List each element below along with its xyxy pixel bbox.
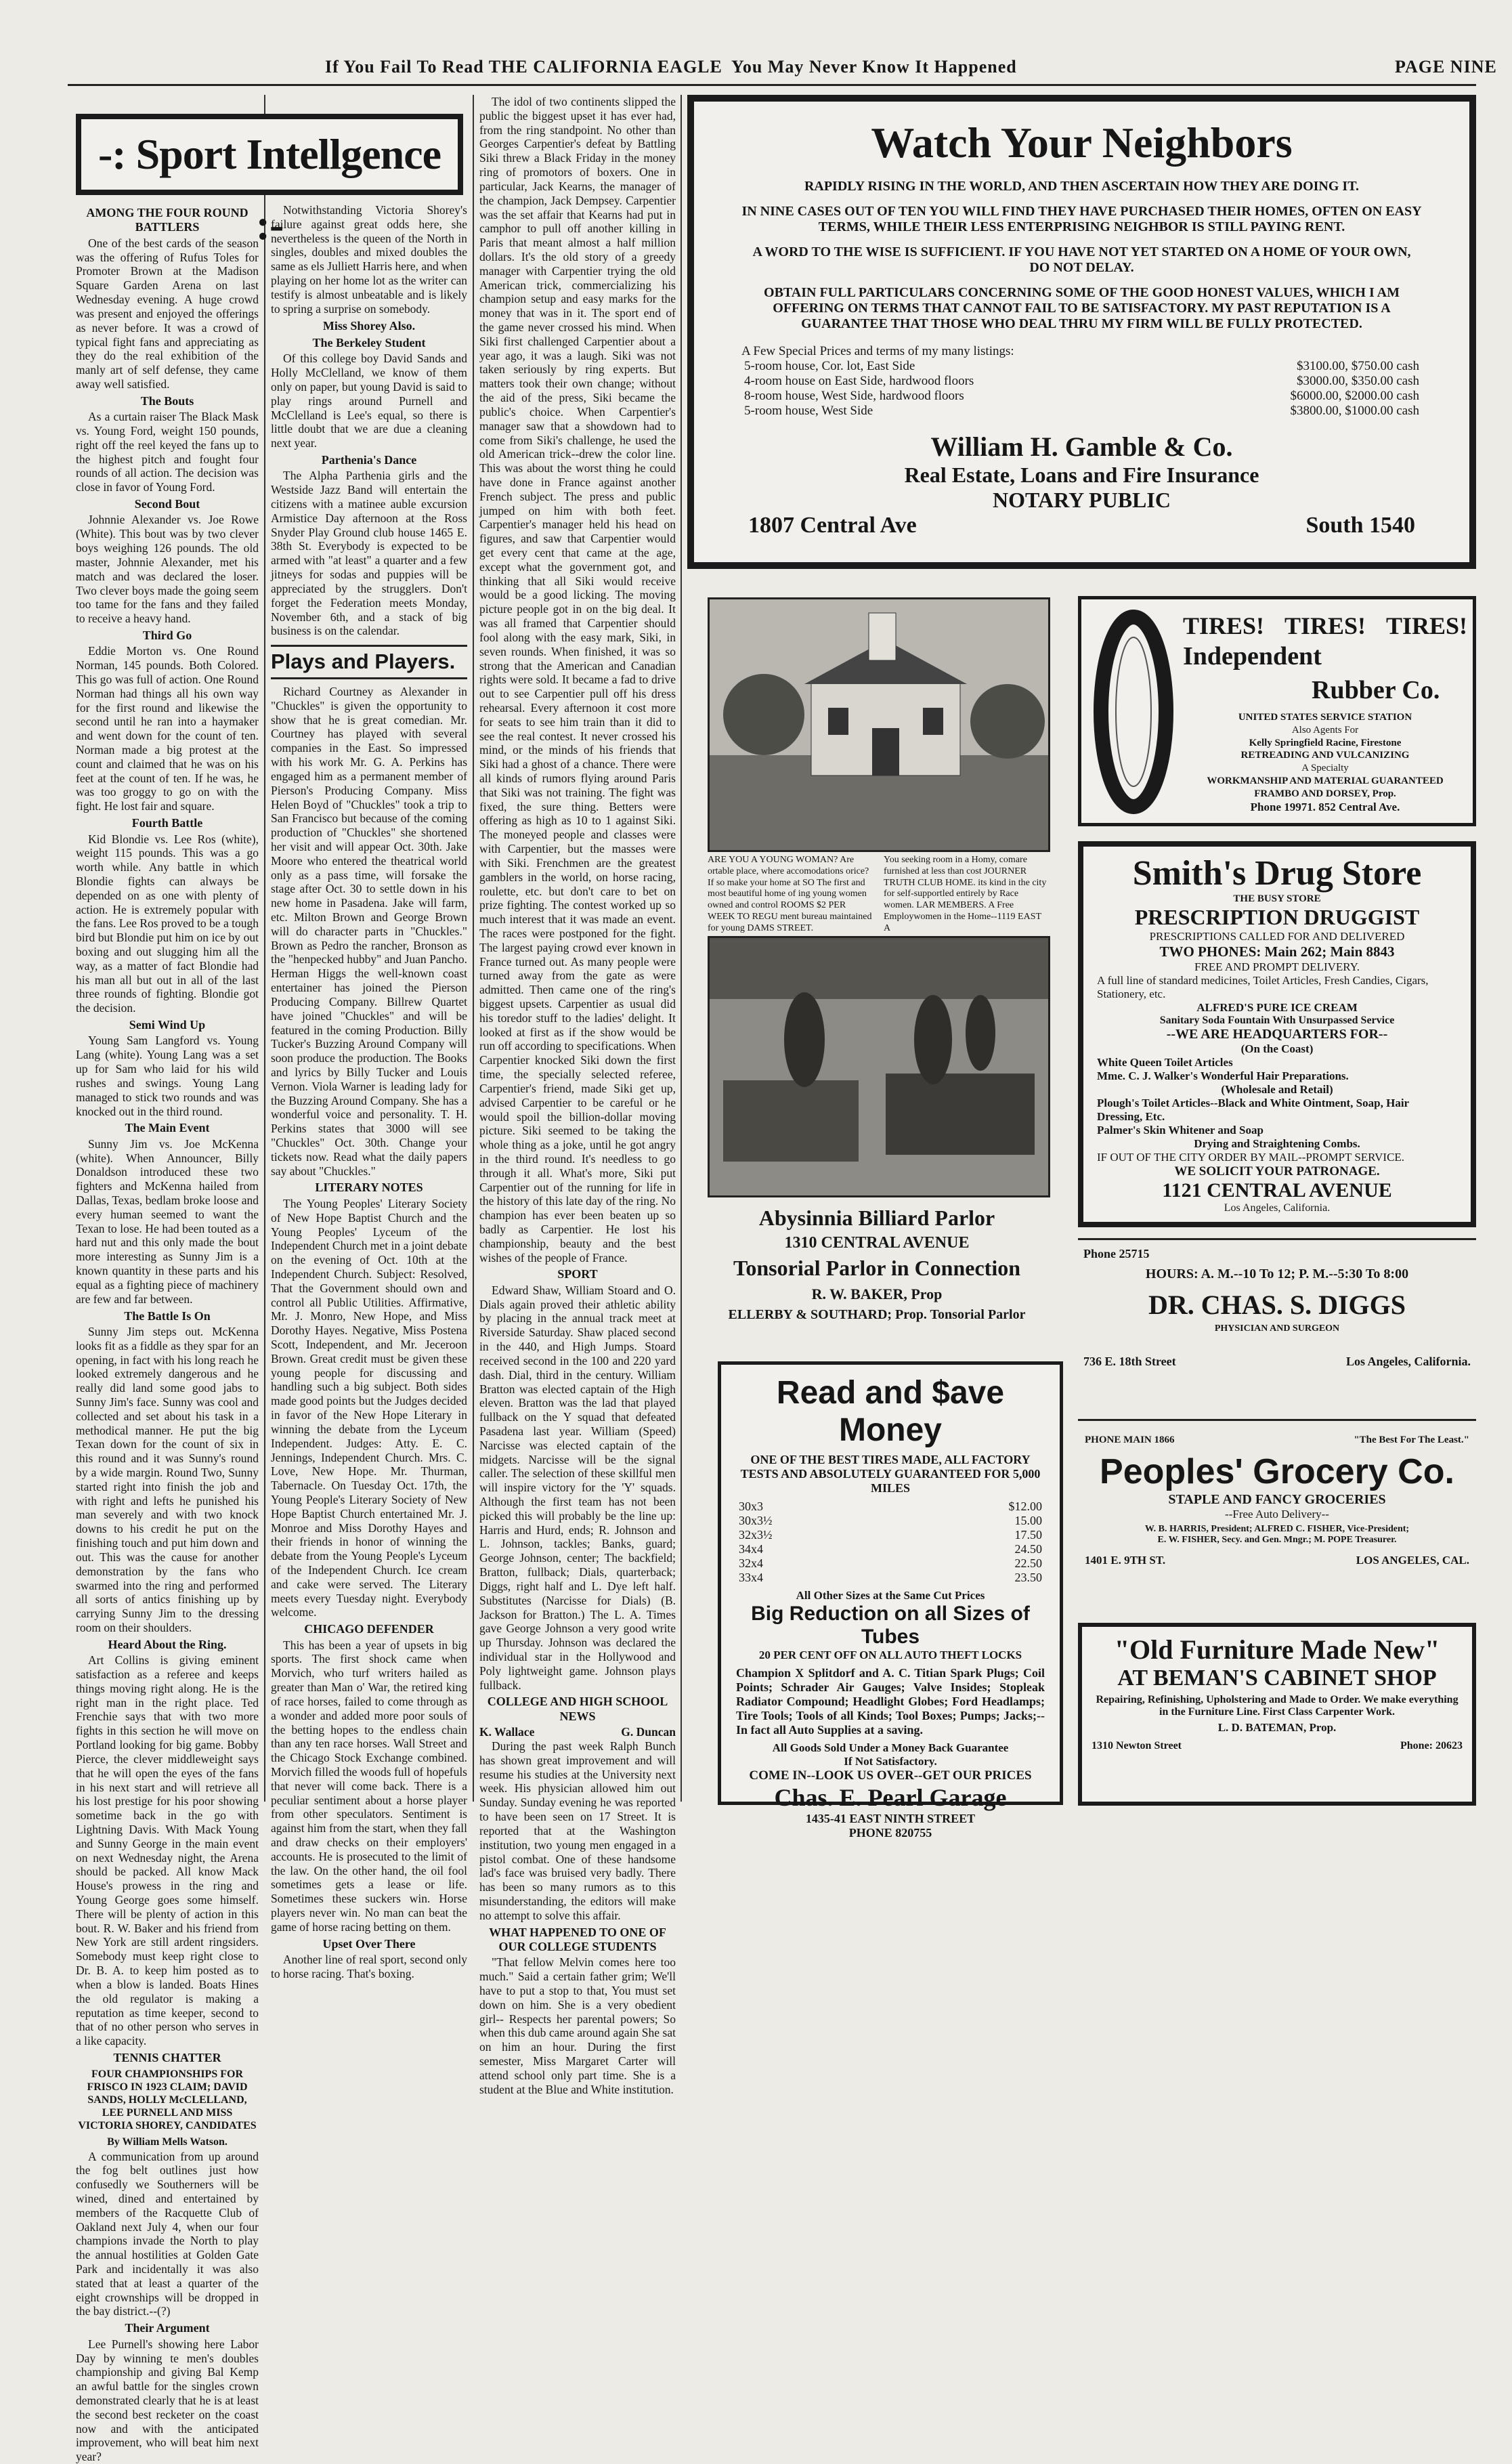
heading-bouts: The Bouts <box>140 394 194 408</box>
listing-price: $3100.00, $750.00 cash <box>1296 359 1419 373</box>
drug-address: 1121 CENTRAL AVENUE <box>1162 1179 1392 1202</box>
column-1 <box>76 203 259 2464</box>
gamble-phone: South 1540 <box>1305 513 1415 538</box>
article-text: Notwithstanding Victoria Shorey's failure against great odds here, she nevertheless is the queen of the North in singles, doubles and mixed doubles the same as els Julliett Harris here, and when playing on her home lot as the writer can testify is almost unbeatable and is likely to spring a surprise on somebody. <box>271 203 467 316</box>
tires-brands: Kelly Springfield Racine, Firestone <box>1249 737 1402 748</box>
drug-item: (Wholesale and Retail) <box>1221 1083 1333 1096</box>
diggs-hours: HOURS: A. M.--10 To 12; P. M.--5:30 To 8:00 <box>1145 1267 1409 1281</box>
drug-item: Plough's Toilet Articles--Black and White Ointment, Soap, Hair Dressing, Etc. <box>1097 1097 1409 1123</box>
tire-price-table <box>736 1500 1045 1585</box>
drug-item: IF OUT OF THE CITY ORDER BY MAIL--PROMPT SERVICE. <box>1097 1151 1405 1164</box>
heading-four-round: AMONG THE FOUR ROUND BATTLERS <box>86 206 249 234</box>
plays-title: Plays and Players. <box>271 645 467 679</box>
page-number: PAGE NINE <box>1395 57 1497 77</box>
grocery-ad <box>1078 1428 1476 1614</box>
tire-size: 33x4 <box>739 1571 763 1584</box>
listing-desc: 4-room house on East Side, hardwood floors <box>744 374 974 388</box>
furniture-shop: AT BEMAN'S CABINET SHOP <box>1117 1665 1437 1691</box>
grocery-staple: STAPLE AND FANCY GROCERIES <box>1168 1492 1386 1507</box>
grocery-officers: E. W. FISHER, Secy. and Gen. Mngr.; M. POPE Treasurer. <box>1157 1535 1397 1545</box>
garage-guarantee: All Goods Sold Under a Money Back Guarantee <box>772 1741 1009 1754</box>
grocery-officers: W. B. HARRIS, President; ALFRED C. FISHER, Vice-President; <box>1144 1524 1410 1534</box>
grocery-delivery: --Free Auto Delivery-- <box>1225 1508 1329 1521</box>
clubhouse-illustration <box>710 599 1048 850</box>
column-rule <box>264 95 265 1802</box>
furniture-ad <box>1078 1623 1476 1806</box>
tires-workmanship: WORKMANSHIP AND MATERIAL GUARANTEED <box>1207 775 1444 786</box>
listing-price: $3000.00, $350.00 cash <box>1296 374 1419 388</box>
garage-satisfactory: If Not Satisfactory. <box>844 1755 937 1768</box>
article-text: Of this college boy David Sands and Holly McClelland, we know of them only on paper, but young David is said to play rings around Purnell and McClelland is Lee's equal, so there is little doubt that we are due a cleaning next year. <box>271 352 467 450</box>
drug-line: A full line of standard medicines, Toilet Articles, Fresh Candies, Cigars, Stationery, etc. <box>1097 974 1429 1000</box>
heading-literary: LITERARY NOTES <box>315 1181 423 1195</box>
furniture-address: 1310 Newton Street <box>1092 1740 1182 1751</box>
column-rule <box>681 95 682 1802</box>
tires-ad <box>1078 596 1476 826</box>
running-header-left: If You Fail To Read THE CALIFORNIA EAGLE <box>325 57 722 77</box>
diggs-name: DR. CHAS. S. DIGGS <box>1148 1290 1406 1320</box>
billiard-photo <box>708 936 1050 1197</box>
tennis-byline: By William Mells Watson. <box>107 2136 228 2148</box>
garage-reduction: Big Reduction on all Sizes of Tubes <box>751 1602 1030 1648</box>
heading-second-bout: Second Bout <box>134 497 200 511</box>
billiard-tonsorial: Tonsorial Parlor in Connection <box>733 1256 1021 1280</box>
drug-hq: --WE ARE HEADQUARTERS FOR-- <box>1166 1027 1388 1042</box>
garage-headline: Read and $ave Money <box>776 1375 1005 1448</box>
heading-argument: Their Argument <box>125 2321 210 2335</box>
gamble-firm: William H. Gamble & Co. <box>930 431 1233 462</box>
gamble-para: IN NINE CASES OUT OF TEN YOU WILL FIND THEY HAVE PURCHASED THEIR HOMES, OFTEN ON EASY TERMS, WHILE THEIR LESS ENTERPRISING NEIGHBOR IS STILL PAYING RENT. <box>741 204 1422 234</box>
tires-word: TIRES! <box>1385 612 1467 639</box>
drug-city: Los Angeles, California. <box>1224 1202 1331 1214</box>
drug-soda: Sanitary Soda Fountain With Unsurpassed Service <box>1159 1015 1395 1026</box>
article-text: A communication from up around the fog belt outlines just how confusedly we Southerners will be wined, dined and entertained by members of the Racquette Club of Oakland next July 4, when our four champions invade the North to play the annual hostilities at Golden Gate Park and incidentally it was also stated that at least a quarter of the eight crownships will be dropped in the bay district.--(?) <box>76 2149 259 2318</box>
right-caption: You seeking room in a Homy, comare furnished at less than cost JOURNER TRUTH CLUB HOME. its kind in the city for self-supportled entirely by Race women. LAR MEMBERS. A Free Employwomen in the Home--1119 EAST A <box>884 855 1047 933</box>
tires-station: UNITED STATES SERVICE STATION <box>1238 712 1412 723</box>
grocery-phone: PHONE MAIN 1866 <box>1085 1435 1175 1445</box>
garage-name: Chas. E. Pearl Garage <box>774 1784 1007 1811</box>
article-text: Lee Purnell's showing here Labor Day by winning te men's doubles championship and giving Bal Kemp an awful battle for the singles crown demonstrated clearly that he is at least the second best recketer on the coast now and with the anticipated improvement, who will beat him next year? <box>76 2337 259 2464</box>
heading-third-go: Third Go <box>142 628 192 642</box>
article-text: One of the best cards of the season was the offering of Rufus Toles for Promoter Brown at the Madison Square Garden Arena on last Wednesday evening. A huge crowd was present and enjoyed the offerings as never before. It was a crowd of typical fight fans and appreciating as they do the real exhibition of the manly art of self defense, they came away well satisfied. <box>76 236 259 391</box>
gamble-ad <box>687 95 1476 569</box>
article-text: The idol of two continents slipped the public the biggest upset it has ever had, from the ring standpoint. No other than Georges Carpentier's defeat by Battling Siki threw a Black Friday in the money ring of promotors of boxers. One in particular, Jack Kearns, the manager of the champion, Jack Dempsey. Carpentier was the set affair that Kearns had put in camphor to pull off another killing in Paris that meant almost a half million dollars. It's the old story of a greedy manager with Carpentier trying the old American trick, commercializing his champion setup and easy marks for the money that was in it. The sport end of the game never crossed his mind. When Siki first challenged Carpentier about a year ago, it was a laugh. Siki was not taken seriously by ring experts. But matters took their own change; without the aid of the press, Siki became the public's choice. When Carpentier's manager saw that a showdown had to come from Siki's challenge, he used the old American trick--drew the color line. This was about the worst thing he could have done in France against another French subject. The press and public jumped on him with both feet. Carpentier's manager held his head on figures, and saw that Carpentier would get every cent that came at the age, except what the government got, and thinking that all Siki would receive would be a good licking. The moving picture people got in on the big deal. It was all framed that Carpentier should fool along with the easy mark, Siki, in seven rounds. When finished, it was so strong that the American and Canadian rights were sold. It became a fad to drive out to see Carpentier pull off his dress rehearsal. Every afternoon it cost more for seats to see him train than it did to see the real contest. It never crossed his mind, or the minds of his friends that Siki had a ghost of a chance. There were all kinds of rumors flying around Paris that Siki was not training. The fight was fixed, the sure thing. Betters were offering as high as 10 to 1 against Siki. The moneyed people and classes were with Carpentier, but the masses were with Siki. Frenchmen are the greatest gamblers in the world, on horse racing, roulette, etc. but don't care to bet on prize fighting. The contest worked up so much interest that it was made an event. The races were postponed for the fight. The largest paying crowd ever known in France turned out. As many people were turned away from the gate as were admitted. Then came one of the ring's biggest upsets. Carpentier as usual did his toredor stuff to the ladies' delight. It looked at first as if the show would be run off according to specifications. When Carpentier knocked Siki down the first time, the specially selected referee, Carpentier's friend, made Siki get up, advised Carpentier to be careful or he would spoil the billion-dollar moving picture. Siki seemed to be taking the whole thing as a joke, until he got angry in the third round. It's needless to go through it all. What's more, Siki put Carpentier out of the running for life in the history of this late day of the ring. No champion has ever been beaten up so badly as Carpentier. He lost his championship, beauty and the best wishes of the people of France. <box>479 95 676 1265</box>
heading-parthenia: Parthenia's Dance <box>321 453 417 467</box>
diggs-phone: Phone 25715 <box>1083 1247 1150 1260</box>
grocery-address: 1401 E. 9TH ST. <box>1085 1554 1166 1567</box>
drug-ad <box>1078 841 1476 1227</box>
heading-semi-wind-up: Semi Wind Up <box>129 1018 206 1032</box>
listing-desc: 5-room house, Cor. lot, East Side <box>744 359 915 373</box>
listing-row <box>741 404 1422 419</box>
heading-happened: WHAT HAPPENED TO ONE OF OUR COLLEGE STUDENTS <box>489 1925 666 1953</box>
grocery-name: Peoples' Grocery Co. <box>1100 1452 1454 1491</box>
grocery-slogan: "The Best For The Least." <box>1354 1435 1469 1445</box>
drug-item: White Queen Toilet Articles <box>1097 1056 1233 1069</box>
tire-row <box>736 1514 1045 1528</box>
diggs-city: Los Angeles, California. <box>1345 1355 1471 1368</box>
tire-size: 34x4 <box>739 1542 763 1556</box>
grocery-city: LOS ANGELES, CAL. <box>1356 1554 1469 1567</box>
article-text: As a curtain raiser The Black Mask vs. Young Ford, weight 150 pounds, right off the reel keyed the fans up to the highest pitch and fought four rounds of all action. The decision was close in favor of Young Ford. <box>76 410 259 494</box>
tires-props: FRAMBO AND DORSEY, Prop. <box>1254 788 1396 799</box>
listing-price: $3800.00, $1000.00 cash <box>1290 404 1419 418</box>
article-text: Sunny Jim vs. Joe McKenna (white). When Announcer, Billy Donaldson introduced these two fighters and McKenna hailed from Dallas, Texas, bedlam broke loose and every human seemed to want the Texan to lose. He had been touted as a hard nut and this only made the bout more interesting as Sunny Jim is a known quantity in these parts and his equal as a fighting piece of machinery are few and far between. <box>76 1137 259 1306</box>
article-text: Richard Courtney as Alexander in "Chuckles" is given the opportunity to show that he is great comedian. Mr. Courtney has played with several companies in the East. So impressed with his work Mr. G. A. Perkins has engaged him as a permanent member of Pierson's Producing Company. Miss Helen Boyd of "Chuckles" took a trip to San Francisco but because of the coming production of "Chuckles" she shortened her visit and will appear Oct. 30th. Jake Moore who entered the theatrical world only as a pass time, will forsake the stage after Oct. 30 to settle down in his new home in Pasadena. Jake will farm, etc. Milton Brown and George Brown will do character parts in "Chuckles." Brown as Pedro the rancher, Bronson as the "henpecked hubby" and Juan Pancho. Herman Higgs the well-known coast entertainer has joined the Pierson Producing Company. Billrew Quartet have joined "Chuckles" and will be featured in the coming Production. Billy Tucker's Buzzing Around Company will soon produce the production. The Books and lyrics by Billy Tucker and Louis Vernon. Viola Warner is leading lady for the Buzzing Around Company. She has a wonderful voice and personality. T. H. Perkins states that 3000 will see "Chuckles" Oct. 30th. Change your tickets now. Read what the daily papers say about "Chuckles." <box>271 685 467 1178</box>
garage-discount: 20 PER CENT OFF ON ALL AUTO THEFT LOCKS <box>758 1649 1022 1661</box>
diggs-ad <box>1078 1238 1476 1421</box>
college-byline-left: K. Wallace <box>479 1725 535 1739</box>
header-rule <box>68 84 1476 86</box>
gamble-para: OBTAIN FULL PARTICULARS CONCERNING SOME OF THE GOOD HONEST VALUES, WHICH I AM OFFERING ON TERMS THAT CANNOT FAIL TO BE SATISFACTORY. MY PAST REPUTATION IS A GUARANTEE THAT THOSE WHO DEAL THRU MY FIRM WILL BE FULLY PROTECTED. <box>764 285 1400 331</box>
garage-ad <box>718 1361 1063 1840</box>
billiard-name: Abysinnia Billiard Parlor <box>758 1206 995 1230</box>
listing-intro: A Few Special Prices and terms of my many listings: <box>741 344 1014 358</box>
article-text: Art Collins is giving eminent satisfaction as a referee and keeps things moving right along. He is the right man in the right place. Ted Frenchie says that with two more fights in this section he will move on Portland looking for big game. Bobby Pierce, the clever middleweight says that he will open the eyes of the fans in his next start and will retrieve all his lost prestige for his poor showing sometime back in the go with Lightning Davis. With Mack Young and Sunny George in the main event on next Wednesday night, the Arena should be packed. All know Mack House's prowess in the ring and Young George goes some himself. There will be plenty of action in this bout. R. W. Baker and his friend from New York are still ardent ringsiders. Somebody must keep right close to Dr. B. A. to keep him posted as to when a blow is landed. Boats Hines the old regulator is making a reputation as time keeper, second to that of no other person who serves in a like capacity. <box>76 1653 259 2048</box>
tire-price: 17.50 <box>1014 1528 1042 1542</box>
heading-battle-on: The Battle Is On <box>124 1309 211 1323</box>
listing-price: $6000.00, $2000.00 cash <box>1290 389 1419 403</box>
tire-row <box>736 1528 1045 1542</box>
tire-size: 30x3½ <box>739 1514 773 1527</box>
heading-defender: CHICAGO DEFENDER <box>304 1622 434 1636</box>
garage-come-in: COME IN--LOOK US OVER--GET OUR PRICES <box>749 1768 1032 1783</box>
listing-table <box>741 359 1422 419</box>
college-byline-right: G. Duncan <box>621 1725 676 1739</box>
article-text: Another line of real sport, second only to horse racing. That's boxing. <box>271 1953 467 1980</box>
drug-item: Palmer's Skin Whitener and Soap <box>1097 1124 1263 1137</box>
article-text: Edward Shaw, William Stoard and O. Dials again proved their athletic ability by placing in the annual track meet at Riverside Saturday. Shaw placed second in the 440, and High Jumps. Stoard received second in the 100 and 220 yard dash. Dial, third in the century. William Bratton was elected captain of the High eleven. Bratton was the lad that played fullback on the Y squad that defeated Pasadena last year. William (Speed) Narcisse was elected captain of the midgets. Narcisse will be the signal caller. The selection of these skillful men will inspire victory for the 'Y' squads. Although the first team has not been picked this will probably be the line up: Harris and Hurd, ends; R. Johnson and L. Johnson, tackles; Banks, guard; George Johnson, center; The backfield; Bratton, fullback; Dials, quarterback; Diggs, right half and L. Dye left half. Substitutes (Narcisse for Dials) (B. Jackson for Bratton.) The L. A. Times gave George Johnson a very good write up Thursday. Johnson was declared the individual star in the Hollywood and Poly lightweight game. Johnson plays fullback. <box>479 1283 676 1692</box>
article-text: Young Sam Langford vs. Young Lang (white). Young Lang was a set up for Sam who laid for his wild rushes and swings. Young Lang managed to stick two rounds and was knocked out in the third round. <box>76 1034 259 1118</box>
running-header-right: You May Never Know It Happened <box>731 57 1017 77</box>
drug-solicit: WE SOLICIT YOUR PATRONAGE. <box>1174 1164 1380 1178</box>
listing-row <box>741 389 1422 404</box>
tire-size: 32x3½ <box>739 1528 773 1542</box>
listing-row <box>741 359 1422 374</box>
tire-size: 32x4 <box>739 1556 763 1570</box>
furniture-prop: L. D. BATEMAN, Prop. <box>1217 1721 1337 1734</box>
billiard-illustration <box>710 938 1048 1195</box>
left-caption: ARE YOU A YOUNG WOMAN? Are ortable place, where accomodations orice? If so make your home at SO The first and most beautiful home of ing young women owned and control ROOMS $2 PER WEEK TO REGU ment bureau maintained for young DAMS STREET. <box>708 855 872 933</box>
drug-item: Drying and Straightening Combs. <box>1194 1137 1360 1150</box>
furniture-headline: "Old Furniture Made New" <box>1114 1634 1440 1665</box>
article-text: This has been a year of upsets in big sports. The first shock came when Morvich, who turf writers hailed as greater than Man o' War, the retired king of race horses, failed to come through as a wonder and added more poor souls of the betting hopes to the endless chain than any ten race horses. Wall Street and the Chicago Stock Exchange combined. Morvich filled the woods full of hopefuls that never will come back. There is a peculiar sentiment about a horse player from other speculators. Sentiment is against him from the start, when they fall and draw checks on their employers' accounts. He is prosecuted to the limit of the law. On the other hand, the oil fool sometimes gets a lease or life. Sometimes these suckers win. Horse players never win. No man can beat the game of horse racing betting on them. <box>271 1638 467 1934</box>
article-text: The Young Peoples' Literary Society of New Hope Baptist Church and the Young Peoples' Lyceum of the Independent Church met in a joint debate on the evening of Oct. 10th at the Independent Church. Subject: Resolved, That the Government should own and control all Public Utilities. Affirmative, Mr. J. Monro, New Hope, and Miss Dorothy Hayes. Negative, Miss Postena Scott, Independent, and Mr. Jeceroon Brown. Great credit must be given these young people for discussing and handling such a big subject. Both sides made good points but the Judges decided in favor of the New Hope Literary in winning the debate from the Lyceum Independent. Judges: Atty. E. C. Jennings, Independent Church. Mrs. C. Love, New Hope. Mr. Thurman, Tabernacle. On Tuesday Oct. 17th, the Young People's Literary Society of New Hope Baptist Church entertained Mr. J. Monroe and Miss Dorothy Hayes and their friends in honor of winning the debate from the Young People's Lyceum of the Independent Church. Ice cream and cake were served. The Literary meets every Tuesday night. Everybody welcome. <box>271 1196 467 1619</box>
tire-row <box>736 1571 1045 1585</box>
drug-ice: ALFRED'S PURE ICE CREAM <box>1196 1001 1358 1014</box>
article-text: The Alpha Parthenia girls and the Westside Jazz Band will entertain the citizens with a matinee auble excursion Armistice Day afternoon at the Ross Snyder Play Ground club house 1465 E. 38th St. Everybody is expected to be armed with "at least" a quarter and a few jitneys for sodas and puppies will be appreciated by the strugglers. Don't forget the Federation meets Monday, November 6th, and a stack of big business is on the calendar. <box>271 469 467 638</box>
tire-row <box>736 1542 1045 1556</box>
diggs-address: 736 E. 18th Street <box>1083 1355 1176 1368</box>
gamble-notary: NOTARY PUBLIC <box>993 488 1171 512</box>
gamble-para: A WORD TO THE WISE IS SUFFICIENT. IF YOU HAVE NOT YET STARTED ON A HOME OF YOUR OWN, DO NOT DELAY. <box>752 245 1411 275</box>
article-text: Kid Blondie vs. Lee Ros (white), weight 115 pounds. This was a go worth while. Any battle in which Blondie fights can always be depended on as one with plenty of action. He is extremely popular with the fans. Lee Ros proved to be a tough bird but Blondie put him on ice by out boxing and out slugging him all the way, as a matter of fact Blondie had his man all but out in all of the last three rounds of fighting. Blondie got the decision. <box>76 832 259 1015</box>
gamble-headline: Watch Your Neighbors <box>871 119 1293 167</box>
column-2 <box>271 203 467 1980</box>
tires-word: TIRES! <box>1183 612 1265 639</box>
tire-price: 24.50 <box>1014 1542 1042 1556</box>
listing-row <box>741 374 1422 389</box>
article-text: "That fellow Melvin comes here too much." Said a certain father grim; We'll have to put a stop to that, You must set down on him. She is a very obedient girl-- Respects her parental powers; So when this dub came around again She sat on him an hour. During the first semester, Miss Margaret Carter will attend school only part time. She is a student at the Blue and White institution. <box>479 1955 676 2096</box>
heading-fourth-battle: Fourth Battle <box>131 816 203 830</box>
tire-icon <box>1096 610 1171 813</box>
heading-college: COLLEGE AND HIGH SCHOOL NEWS <box>487 1695 668 1723</box>
billiard-prop: R. W. BAKER, Prop <box>811 1286 943 1302</box>
garage-items: Champion X Splitdorf and A. C. Titian Spark Plugs; Coil Points; Schrader Air Gauges; Valve Insides; Stopleak Radiator Compound; Headlight Globes; Ford Headlamps; Tire Tools; Tools of all Kinds; Tool Boxes; Pumps; Jacks;--In fact all Auto Supplies at a saving. <box>736 1666 1045 1737</box>
article-text: During the past week Ralph Bunch has shown great improvement and will resume his studies at the University next week. His physician allowed him out Sunday. Sunday evening he was reported to have been seen on 17 Street. It is reported that at the Washington institution, two young men engaged in a pistol combat. One of these handsome lad's face was bruised very badly. There has been so many rumors as to this misunderstanding, the editors will make no attempt to solve this affair. <box>479 1739 676 1922</box>
tires-agents: Also Agents For <box>1291 724 1359 736</box>
tires-rubber: Rubber Co. <box>1312 676 1440 704</box>
tire-price: 15.00 <box>1014 1514 1042 1527</box>
billiard-address: 1310 CENTRAL AVENUE <box>784 1234 970 1252</box>
tires-specialty: A Specialty <box>1301 763 1349 773</box>
drug-coast: (On the Coast) <box>1240 1042 1314 1055</box>
clubhouse-photo <box>708 597 1050 852</box>
picture-block <box>687 584 1066 1349</box>
gamble-para: RAPIDLY RISING IN THE WORLD, AND THEN ASCERTAIN HOW THEY ARE DOING IT. <box>804 179 1360 194</box>
heading-tennis: TENNIS CHATTER <box>113 2050 221 2064</box>
tire-price: 22.50 <box>1014 1556 1042 1570</box>
garage-sub: ONE OF THE BEST TIRES MADE, ALL FACTORY TESTS AND ABSOLUTELY GUARANTEED FOR 5,000 MILES <box>740 1453 1041 1495</box>
drug-free: FREE AND PROMPT DELIVERY. <box>1194 960 1360 973</box>
tennis-subhead: FOUR CHAMPIONSHIPS FOR FRISCO IN 1923 CLAIM; DAVID SANDS, HOLLY McCLELLAND, LEE PURNELL AND MISS VICTORIA SHOREY, CANDIDATES <box>78 2068 257 2132</box>
heading-shorey: Miss Shorey Also. <box>322 318 416 333</box>
garage-phone: PHONE 820755 <box>848 1826 932 1840</box>
heading-ring: Heard About the Ring. <box>108 1637 227 1651</box>
drug-called: PRESCRIPTIONS CALLED FOR AND DELIVERED <box>1149 930 1405 943</box>
furniture-phone: Phone: 20623 <box>1400 1740 1463 1751</box>
tire-size: 30x3 <box>739 1500 763 1513</box>
sport-title: -: Sport Intellgence :- <box>98 130 441 249</box>
heading-sport: SPORT <box>557 1267 598 1281</box>
gamble-address: 1807 Central Ave <box>748 513 917 538</box>
gamble-services: Real Estate, Loans and Fire Insurance <box>904 463 1259 487</box>
drug-prescription: PRESCRIPTION DRUGGIST <box>1134 905 1420 929</box>
tire-price: 23.50 <box>1014 1571 1042 1584</box>
tires-phone: Phone 19971. 852 Central Ave. <box>1250 801 1400 814</box>
drug-item: Mme. C. J. Walker's Wonderful Hair Preparations. <box>1097 1069 1349 1082</box>
billiard-prop2: ELLERBY & SOUTHARD; Prop. Tonsorial Parlor <box>728 1307 1026 1322</box>
heading-main-event: The Main Event <box>125 1121 210 1135</box>
garage-other: All Other Sizes at the Same Cut Prices <box>796 1589 985 1602</box>
article-text: Johnnie Alexander vs. Joe Rowe (White). This bout was by two clever boys weighing 126 pounds. The old master, Johnnie Alexander, met his match and was declared the loser. Two clever boys made the going seem too tame for the fans and they failed to receive a heavy hand. <box>76 513 259 626</box>
tire-price: $12.00 <box>1008 1500 1042 1513</box>
tires-retreading: RETREADING AND VULCANIZING <box>1240 750 1410 761</box>
drug-phones: TWO PHONES: Main 262; Main 8843 <box>1159 943 1395 960</box>
drug-busy: THE BUSY STORE <box>1233 893 1321 904</box>
diggs-title: PHYSICIAN AND SURGEON <box>1214 1323 1340 1334</box>
column-rule <box>473 95 474 1802</box>
column-3 <box>479 95 676 2096</box>
heading-upset: Upset Over There <box>322 1936 416 1951</box>
drug-name: Smith's Drug Store <box>1132 854 1422 893</box>
listing-desc: 8-room house, West Side, hardwood floors <box>744 389 964 403</box>
tire-row <box>736 1500 1045 1514</box>
article-text: Sunny Jim steps out. McKenna looks fit as a fiddle as they spar for an opening, in fact with his long reach he looked extremely dangerous and he really did land some good jabs to Sunny Jim's face. Sunny was cool and collected and set about his task in a methodical manner. He put the big Texan down for the count of six in this round and it was Sunny's round by a wide margin. Round Two, Sunny started right into finish the job and with right and lefts he punished his man severely and with two knock downs to his credit he put on the finishing touch and put him down and out. This was the cause for another demonstration by the fans who swarmed into the ring and performed all sorts of antics finishing up by carrying Sunny Jim to the dressing room on their shoulders. <box>76 1324 259 1634</box>
garage-address: 1435-41 EAST NINTH STREET <box>805 1812 976 1825</box>
heading-berkeley: The Berkeley Student <box>312 335 426 349</box>
tires-word: TIRES! <box>1284 612 1366 639</box>
furniture-services: Repairing, Refinishing, Upholstering and Made to Order. We make everything in the Furniture Line. First Class Carpenter Work. <box>1096 1694 1459 1718</box>
tires-independent: Independent <box>1183 642 1322 671</box>
article-text: Eddie Morton vs. One Round Norman, 145 pounds. Both Colored. This go was full of action. One Round Norman had things all his own way for the first round and likewise the second until he ran into a haymaker and went down for the count of ten. Norman made a big protest at the count and claimed that he was on his feet at the count of ten. If he was, he was too groggy to go on with the fight. He lost fair and square. <box>76 644 259 813</box>
listing-desc: 5-room house, West Side <box>744 404 873 418</box>
tire-row <box>736 1556 1045 1571</box>
